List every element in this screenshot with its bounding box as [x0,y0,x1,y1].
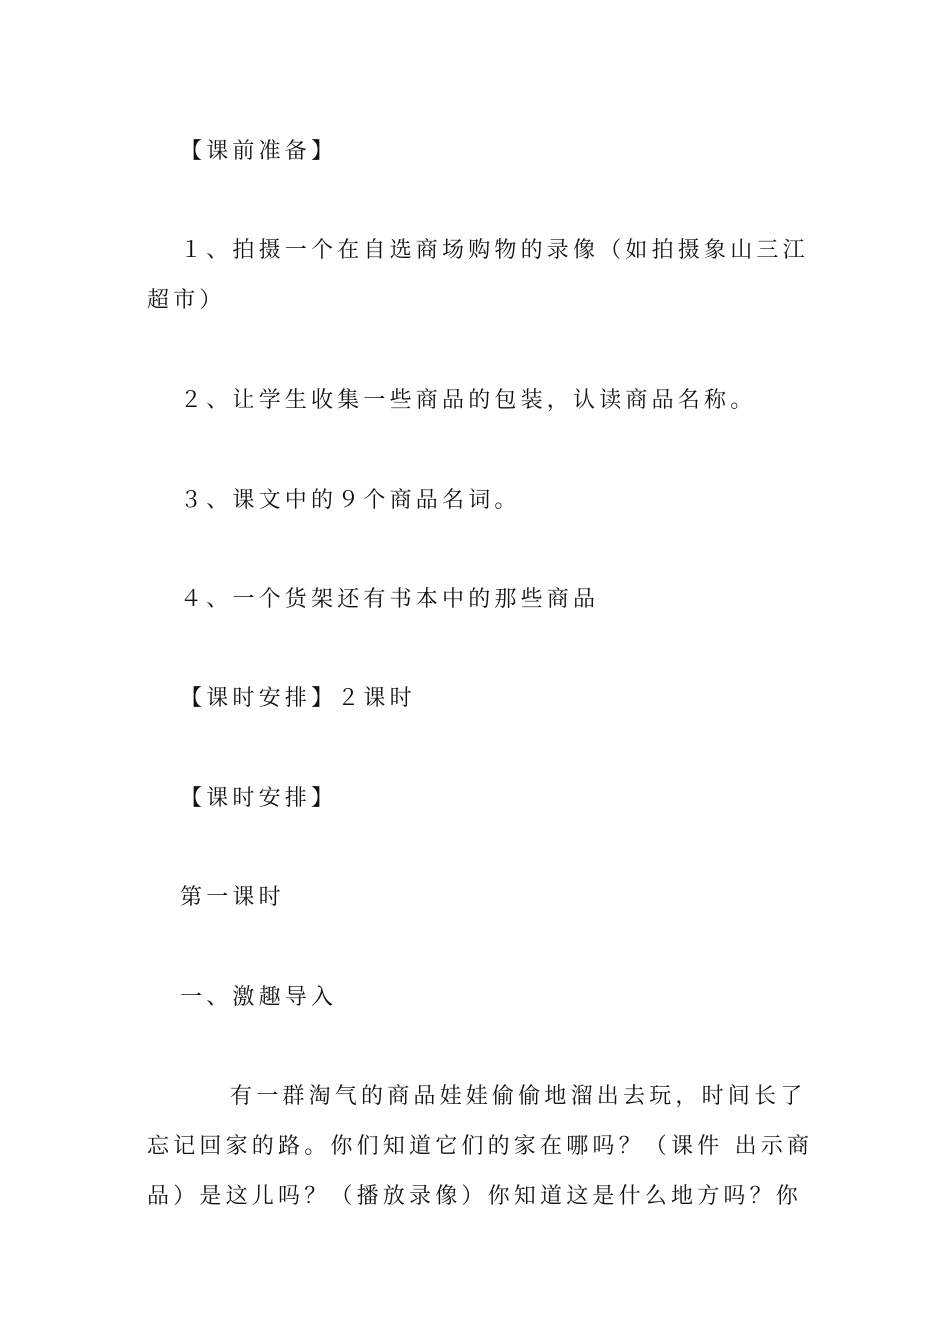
paragraph-line-2: 忘记回家的路。你们知道它们的家在哪吗？（课件 出示商 [147,1134,814,1159]
paragraph-line-1: 有一群淘气的商品娃娃偷偷地溜出去玩，时间长了 [230,1084,807,1109]
paragraph-line-3: 品）是这儿吗？（播放录像）你知道这是什么地方吗？你 [147,1184,803,1209]
prep-item-2: ２、让学生收集一些商品的包装，认读商品名称。 [180,388,757,413]
lesson-one-title: 第一课时 [180,885,285,910]
prep-item-3: ３、课文中的９个商品名词。 [180,488,521,513]
heading-schedule: 【课时安排】 [180,786,338,811]
prep-item-1-line1: １、拍摄一个在自选商场购物的录像（如拍摄象山三江 [180,238,809,263]
prep-item-4: ４、一个货架还有书本中的那些商品 [180,587,600,612]
heading-prep: 【课前准备】 [180,139,338,164]
prep-item-1-line2: 超市） [147,288,226,313]
heading-schedule-hours: 【课时安排】２课时 [180,686,416,711]
section-one-title: 一、激趣导入 [180,985,338,1010]
